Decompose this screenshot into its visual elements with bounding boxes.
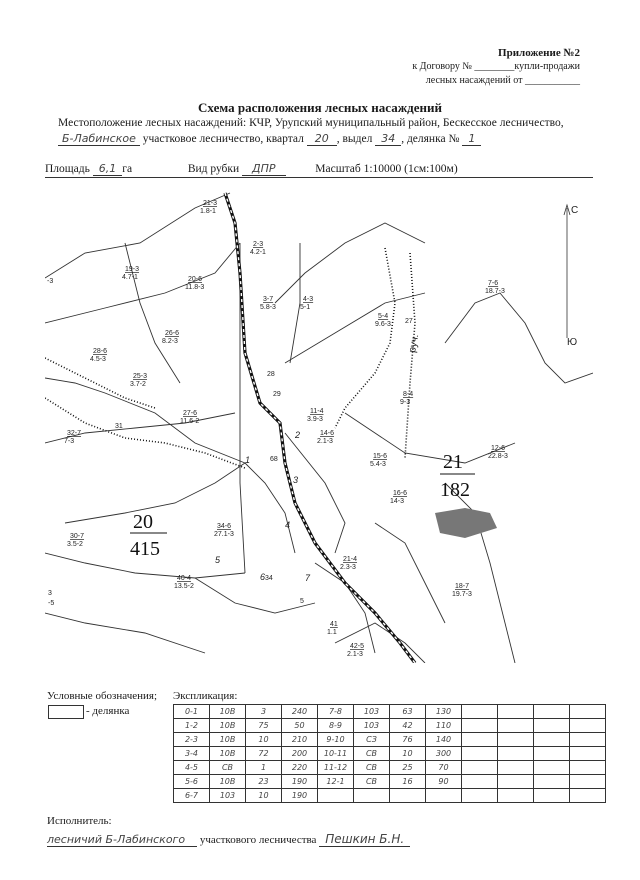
parcel-id: 40-4	[177, 575, 192, 582]
hatched-boundary	[335, 248, 395, 428]
parcel-8-4	[400, 391, 413, 406]
explication-cell: 4-5	[174, 761, 210, 775]
explication-cell: 5-6	[174, 775, 210, 789]
parcel-id: 32-7	[67, 430, 82, 437]
parcel-5-4	[375, 313, 391, 328]
scale-label: Масштаб 1:10000 (1см:100м)	[315, 163, 458, 175]
plot-vertex-label: 7	[305, 573, 311, 583]
explication-cell	[498, 719, 534, 733]
explication-cell: 300	[426, 747, 462, 761]
parcel-id: 5-4	[378, 313, 389, 320]
parcel-id: 11-4	[310, 408, 324, 415]
explication-cell: 210	[282, 733, 318, 747]
parcel-id: 14-6	[320, 430, 335, 437]
parcel-sub: 11.8-3	[185, 284, 205, 291]
explication-cell: 63	[390, 705, 426, 719]
map-label: 29	[273, 391, 281, 398]
compass	[564, 205, 578, 348]
explication-cell: 103	[210, 789, 246, 803]
explication-cell: 190	[282, 789, 318, 803]
parcel-21-4	[340, 556, 357, 571]
explication-cell: 110	[426, 719, 462, 733]
parcel-id: 4-3	[303, 296, 314, 303]
parcel-id: 20-6	[188, 276, 203, 283]
explication-cell: 76	[390, 733, 426, 747]
explication-cell: 240	[282, 705, 318, 719]
parcel-sub: 2.1-3	[347, 651, 363, 658]
parcel-15-6	[370, 453, 387, 468]
hw-plot: 1	[462, 132, 481, 146]
explication-cell	[390, 789, 426, 803]
hw-felling: ДПР	[242, 162, 286, 176]
parcel-sub: 22.8-3	[488, 453, 508, 460]
parcel-26-6	[162, 330, 179, 345]
parcel-sub: 9.6-3	[375, 321, 391, 328]
appendix-header	[412, 46, 580, 88]
explication-cell: 2-3	[174, 733, 210, 747]
plot-vertex-label: 5	[215, 555, 221, 565]
explication-title: Экспликация:	[173, 690, 238, 702]
parcel-sub: 14-3	[390, 498, 405, 505]
explication-cell	[570, 719, 606, 733]
quarter-num-20: 20	[133, 511, 153, 533]
explication-row	[174, 733, 606, 747]
explication-cell	[498, 747, 534, 761]
hw-executor-name: лесничий Б-Лабинского	[47, 833, 197, 847]
parcel-16-6	[390, 490, 407, 505]
parcel-sub: 2.1-3	[317, 438, 333, 445]
parcel-id: 25-3	[133, 373, 148, 380]
explication-cell	[462, 775, 498, 789]
legend-title: Условные обозначения;	[47, 690, 158, 702]
explication-cell	[534, 747, 570, 761]
parcel-30-7	[67, 533, 84, 548]
explication-cell: 130	[426, 705, 462, 719]
parcel-18-7	[452, 583, 472, 598]
explication-cell: СЗ	[354, 733, 390, 747]
parcel-12-6	[488, 445, 508, 460]
parcel-sub: 2.3-3	[340, 564, 356, 571]
parcel-id: 7-6	[488, 280, 499, 287]
explication-cell	[498, 761, 534, 775]
quarter-21-label	[440, 451, 475, 501]
parcel-id: 19-3	[125, 266, 140, 273]
parcel-21-3	[200, 200, 217, 215]
parcel-sub: 19.7-3	[452, 591, 472, 598]
explication-cell: 10	[246, 733, 282, 747]
explication-cell: 23	[246, 775, 282, 789]
parcel-sub: 4.7-1	[122, 274, 138, 281]
map-label: -5	[48, 600, 55, 607]
parcel-id: 26-6	[165, 330, 180, 337]
quarter-20-label	[130, 511, 167, 560]
parcel-19-3	[122, 266, 139, 281]
plot-vertex-label: 1	[245, 455, 251, 465]
explication-cell	[462, 733, 498, 747]
explication-cell: 10-11	[318, 747, 354, 761]
explication-cell	[570, 747, 606, 761]
explication-cell	[498, 775, 534, 789]
map-label: 3	[48, 590, 52, 597]
compass-south: Ю	[567, 337, 578, 348]
explication-cell: 10В	[210, 719, 246, 733]
map-label: 34	[265, 575, 273, 582]
parcel-3-7	[260, 296, 276, 311]
parcel-id: 18-7	[455, 583, 470, 590]
parcel-sub: 5.8-3	[260, 304, 276, 311]
quarter-num-21: 21	[443, 451, 463, 473]
quarter-area-21: 182	[440, 479, 470, 501]
explication-cell: 10В	[210, 733, 246, 747]
plot-vertex-label: 6	[260, 572, 266, 582]
hw-quarter: 20	[307, 132, 337, 146]
explication-cell	[498, 705, 534, 719]
parcel-11-4	[307, 408, 324, 423]
hw-vydel: 34	[375, 132, 401, 146]
parcel-32-7	[64, 430, 81, 445]
parcel-14-6	[317, 430, 334, 445]
compass-north: С	[571, 205, 579, 216]
parcel-sub: 3.9-3	[307, 416, 323, 423]
explication-cell: 1-2	[174, 719, 210, 733]
parcel-id: 41	[330, 621, 338, 628]
explication-cell: 10В	[210, 775, 246, 789]
parcel-sub: 11.6-2	[180, 418, 200, 425]
parcel-sub: 18.7-3	[485, 288, 505, 295]
parcel-id: 42-5	[350, 643, 365, 650]
legend-plot-label: - делянка	[86, 705, 130, 717]
parcel-sub: 5-1	[300, 304, 311, 311]
explication-cell: СВ	[210, 761, 246, 775]
hw-area: 6,1	[93, 162, 123, 176]
explication-cell: 50	[282, 719, 318, 733]
parcel-40-4	[174, 575, 194, 590]
explication-cell	[462, 747, 498, 761]
parcel-sub: 7-3	[64, 438, 75, 445]
explication-cell: 11-12	[318, 761, 354, 775]
explication-cell	[570, 705, 606, 719]
info-line	[45, 162, 593, 178]
location-line-2	[58, 132, 481, 145]
map-label: 68	[270, 456, 278, 463]
explication-cell: 16	[390, 775, 426, 789]
explication-cell: 10В	[210, 747, 246, 761]
quarter-area-20: 415	[130, 538, 160, 560]
explication-cell: СВ	[354, 775, 390, 789]
explication-cell	[498, 733, 534, 747]
explication-cell: 12-1	[318, 775, 354, 789]
map-label: 31	[115, 423, 123, 430]
parcel-2-3	[250, 241, 266, 256]
vydel-label: , выдел	[336, 133, 373, 145]
explication-cell: 3-4	[174, 747, 210, 761]
explication-cell	[462, 761, 498, 775]
explication-cell: 70	[426, 761, 462, 775]
parcel-7-6	[485, 280, 505, 295]
parcel-id: 15-6	[373, 453, 388, 460]
explication-cell	[570, 733, 606, 747]
parcel-25-3	[130, 373, 147, 388]
explication-cell: 6-7	[174, 789, 210, 803]
plot-label: , делянка №	[401, 133, 460, 145]
parcel-id: 30-7	[70, 533, 85, 540]
hw-forestry: Б-Лабинское	[58, 132, 140, 146]
executor-mid: участкового лесничества	[199, 834, 317, 846]
explication-cell	[534, 705, 570, 719]
explication-cell	[534, 733, 570, 747]
parcel-sub: 5.4-3	[370, 461, 386, 468]
parcel-42-5	[347, 643, 364, 658]
explication-cell	[354, 789, 390, 803]
explication-cell: 10	[390, 747, 426, 761]
explication-cell	[426, 789, 462, 803]
explication-cell: 10В	[210, 705, 246, 719]
location-line-1: Местоположение лесных насаждений: КЧР, Урупский муниципальный район, Бескесское лесничество,	[58, 117, 564, 129]
explication-cell	[318, 789, 354, 803]
area-label: Площадь	[45, 163, 90, 175]
explication-table	[173, 704, 606, 803]
explication-cell	[462, 719, 498, 733]
felling-label: Вид рубки	[187, 163, 240, 175]
appendix-title: Приложение №2	[498, 47, 580, 59]
cutting-plot-shape	[435, 508, 497, 538]
executor-line	[47, 832, 592, 846]
explication-cell: 220	[282, 761, 318, 775]
explication-row	[174, 719, 606, 733]
explication-row	[174, 705, 606, 719]
explication-cell: 8-9	[318, 719, 354, 733]
forest-map	[45, 183, 593, 663]
page-title: Схема расположения лесных насаждений	[198, 100, 442, 115]
legend-plot-swatch	[48, 705, 84, 719]
parcel-20-6	[185, 276, 204, 291]
explication-cell	[534, 789, 570, 803]
plot-vertex-label: 4	[285, 520, 291, 530]
explication-cell: 25	[390, 761, 426, 775]
explication-cell: 140	[426, 733, 462, 747]
parcel-sub: 1.8-1	[200, 208, 216, 215]
parcel-4-3	[300, 296, 313, 311]
explication-cell: 3	[246, 705, 282, 719]
explication-cell: 190	[282, 775, 318, 789]
explication-cell: 42	[390, 719, 426, 733]
parcel-34-6	[214, 523, 234, 538]
area-unit: га	[122, 163, 133, 175]
parcel-id: 34-6	[217, 523, 232, 530]
parcel-id: 16-6	[393, 490, 408, 497]
parcel-27-6	[180, 410, 199, 425]
parcel-id: 8-4	[403, 391, 414, 398]
explication-cell: 10	[246, 789, 282, 803]
parcel-sub: 13.5-2	[174, 583, 194, 590]
explication-row	[174, 747, 606, 761]
executor-label: Исполнитель:	[47, 815, 112, 827]
explication-cell: 72	[246, 747, 282, 761]
parcel-id: 12-6	[491, 445, 506, 452]
parcel-id: 28-6	[93, 348, 108, 355]
explication-cell: 200	[282, 747, 318, 761]
explication-cell: 1	[246, 761, 282, 775]
parcel-sub: 4.5-3	[90, 356, 106, 363]
explication-cell	[534, 761, 570, 775]
parcel-41	[327, 621, 338, 636]
map-label: 5	[300, 598, 304, 605]
parcel-sub: 9-3	[400, 399, 411, 406]
explication-cell	[570, 775, 606, 789]
parcel-id: 3-7	[263, 296, 274, 303]
parcel-sub: 4.2-1	[250, 249, 266, 256]
parcel-sub: 3.7-2	[130, 381, 146, 388]
map-label: 28	[267, 371, 275, 378]
explication-cell: 75	[246, 719, 282, 733]
map-label: -3	[47, 278, 54, 285]
explication-cell	[534, 775, 570, 789]
explication-cell	[570, 789, 606, 803]
parcel-id: 27-6	[183, 410, 198, 417]
explication-cell: 90	[426, 775, 462, 789]
explication-cell: 103	[354, 705, 390, 719]
explication-cell: 103	[354, 719, 390, 733]
parcel-28-6	[90, 348, 107, 363]
explication-cell: 0-1	[174, 705, 210, 719]
explication-row	[174, 789, 606, 803]
explication-cell: 7-8	[318, 705, 354, 719]
parcel-id: 2-3	[253, 241, 264, 248]
explication-row	[174, 775, 606, 789]
explication-row	[174, 761, 606, 775]
explication-cell: 9-10	[318, 733, 354, 747]
hw-signature: Пешкин Б.Н.	[319, 832, 410, 847]
explication-cell: СВ	[354, 747, 390, 761]
parcel-id: 21-4	[343, 556, 358, 563]
location-mid: участковое лесничество, квартал	[142, 133, 304, 145]
parcel-id: 21-3	[203, 200, 218, 207]
explication-cell	[462, 705, 498, 719]
parcel-sub: 8.2-3	[162, 338, 178, 345]
misc-labels	[47, 278, 421, 607]
explication-cell	[462, 789, 498, 803]
parcel-sub: 3.5-2	[67, 541, 83, 548]
map-label: руч.	[407, 333, 422, 354]
header-date-line: лесных насаждений от ___________	[425, 75, 580, 86]
explication-cell	[498, 789, 534, 803]
plot-vertex-label: 3	[293, 475, 299, 485]
map-label: 27	[405, 318, 413, 325]
parcel-sub: 27.1-3	[214, 531, 234, 538]
parcel-sub: 1.1	[327, 629, 337, 636]
header-contract-line: к Договору № ________купли-продажи	[412, 61, 580, 72]
plot-vertex-label: 2	[295, 430, 301, 440]
explication-cell: СВ	[354, 761, 390, 775]
explication-cell	[534, 719, 570, 733]
parcel-labels	[64, 200, 508, 658]
explication-cell	[570, 761, 606, 775]
